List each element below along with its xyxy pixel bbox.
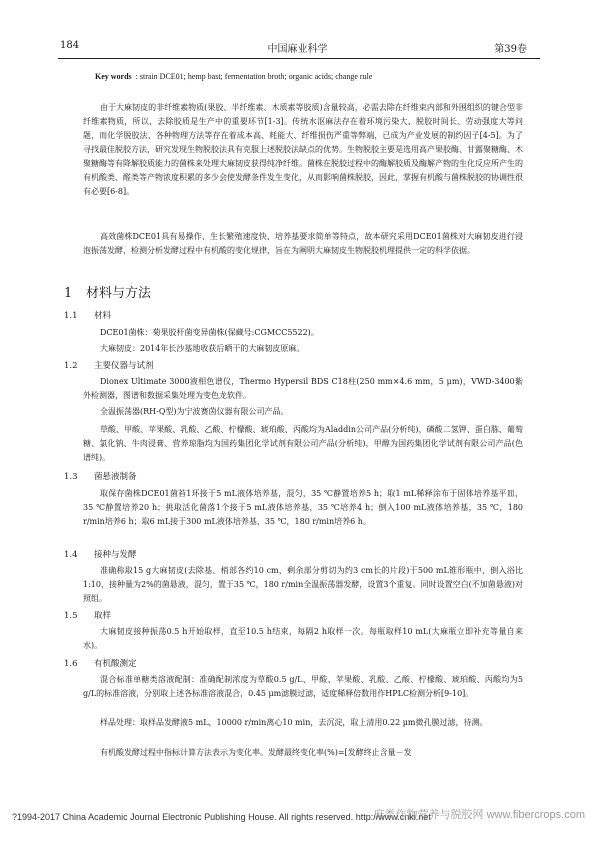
subsection-title: 菌悬液制备 <box>94 472 137 482</box>
subsection-heading <box>64 309 111 323</box>
keywords-line <box>95 72 372 81</box>
reagent-paragraph: 草酸、甲酸、苹果酸、乳酸、乙酸、柠檬酸、琥珀酸、丙酸均为Aladdin公司产品(分析纯)，磷酸二氢钾、蛋白胨、葡萄糖、氯化钠、牛肉浸膏、营养琼脂均为国药集团化学试剂有限公司产品(分析纯)，甲醇为国药集团化学试剂有限公司产品(色谱纯)。 <box>83 425 523 462</box>
subsection-title: 主要仪器与试剂 <box>94 361 154 371</box>
journal-title: 中国麻业科学 <box>267 44 328 55</box>
subsection-heading <box>64 609 111 623</box>
page-number: 184 <box>60 40 80 51</box>
subsection-title: 有机酸测定 <box>94 659 137 669</box>
instrument-paragraph: Dionex Ultimate 3000液相色谱仪，Thermo Hypersil BDS C18柱(250 mm×4.6 mm，5 μm)，VWD-3400紫外检测器，图谱和数据采集处理为变色龙软件。 <box>83 377 523 400</box>
intro-paragraph: 高效菌株DCE01具有易操作、生长繁殖速度快、培养基要求简单等特点，故本研究采用DCE01菌株对大麻韧皮进行浸泡振荡发酵，检测分析发酵过程中有机酸的变化规律，旨在为阐明大麻韧皮生物脱胶机理提供一定的科学依据。 <box>83 232 523 255</box>
section-number: 1 <box>64 286 73 301</box>
subsection-number: 1.4 <box>64 550 78 560</box>
subsection-heading <box>64 548 137 562</box>
subsection-title: 接种与发酵 <box>94 550 137 560</box>
subsection-title: 取样 <box>94 611 112 621</box>
method-paragraph: 混合标准单糖类溶液配制：准确配制浓度为草酸0.5 g/L、甲酸、苹果酸、乳酸、乙酸、柠檬酸、琥珀酸、丙酸均为5 g/L的标准溶液，分别取上述各标准溶液混合，0.45 μm滤膜过滤，适度稀释倍数用作HPLC检测分析[9-10]。 <box>83 675 523 698</box>
section-title: 材料与方法 <box>86 286 152 301</box>
section-heading <box>64 287 151 301</box>
instrument-paragraph: 全温振荡器(RH-Q型)为宁波赛茵仪器有限公司产品。 <box>100 407 289 416</box>
method-paragraph: 有机酸发酵过程中指标计算方法表示为变化率。发酵最终变化率(%)=[发酵终止含量－发 <box>100 748 412 757</box>
subsection-number: 1.3 <box>64 472 78 482</box>
method-paragraph: 准确称取15 g大麻韧皮(去除基、梢部各约10 cm，剩余部分剪切为约3 cm长的片段)于500 mL锥形瓶中，倒入浴比1:10，接种量为2%的菌悬液，混匀，置于35 ℃，180 r/min全温振荡器发酵，设置3个重复。同时设置空白(不加菌悬液)对照组。 <box>83 566 523 603</box>
method-paragraph: 大麻韧皮接种振荡0.5 h开始取样，直至10.5 h结束，每隔2 h取样一次。每瓶取样10 mL(大麻瓶立即补充等量自来水)。 <box>83 627 523 650</box>
site-watermark: 麻类作物营养与脱胶网 www.fibercrops.com <box>373 809 585 821</box>
material-line: 大麻韧皮：2014年长沙基地收获后晒干的大麻韧皮原麻。 <box>100 344 305 353</box>
copyright-footer: ?1994-2017 China Academic Journal Electronic Publishing House. All rights reserved. http://www.cnki.net <box>12 812 431 822</box>
material-line: DCE01菌株：菊果胶杆菌变异菌株(保藏号:CGMCC5522)。 <box>100 328 319 337</box>
subsection-heading <box>64 470 137 484</box>
keywords-label: Key words <box>95 72 132 81</box>
subsection-number: 1.1 <box>64 311 78 321</box>
keywords-text: : strain DCE01; hemp bast; fermentation broth; organic acids; change rule <box>135 72 373 81</box>
subsection-title: 材料 <box>94 311 112 321</box>
method-paragraph: 取保存菌株DCE01菌苔1环接于5 mL液体培养基，混匀，35 ℃静置培养5 h；取1 mL稀释涂布于固体培养基平皿，35 ℃静置培养20 h；挑取活化菌落1个接于5 mL液体培养基，35 ℃培养4 h；倒入100 mL液体培养基，35 ℃，180 r/min培养6 h；取6 mL接于300 mL液体培养基，35 ℃，180 r/min培养6 h。 <box>83 489 523 526</box>
method-paragraph: 样品处理：取样品发酵液5 mL，10000 r/min离心10 min，去沉淀，取上清用0.22 μm微孔膜过滤，待测。 <box>100 718 488 727</box>
volume-label: 第39卷 <box>494 44 527 55</box>
intro-paragraph: 由于大麻韧皮的非纤维素物质(果胶、半纤维素、木质素等胶质)含量较高，必需去除在纤维束内部和外围组织的键合型非纤维素物质，所以，去除胶质是生产中的重要环节[1-3]。传统水沤麻法存在着环境污染大、脱胶时间长、劳动强度大等问题，而化学脱胶法、各种物理方法等存在着成本高、耗能大、纤维损伤严重等弊端，已成为产业发展的制约因子[4-5]。为了寻找最佳脱胶方法，研究发现生物脱胶法具有克服上述脱胶法缺点的优势。生物脱胶主要是选用高产果胶酶、甘露聚糖酶、木聚糖酶等有降解胶质能力的菌株来处理大麻韧皮获得纯净纤维。菌株在脱胶过程中的酶解胶质及酶解产物的生化反应所产生的有机酸类、醛类等产物浓度积累的多少会使发酵条件发生变化，从而影响菌株脱胶，因此，掌握有机酸与菌株脱胶的协调性很有必要[6-8]。 <box>83 103 523 196</box>
subsection-heading <box>64 359 154 373</box>
header-rule <box>58 58 540 59</box>
subsection-number: 1.5 <box>64 611 78 621</box>
subsection-number: 1.6 <box>64 659 78 669</box>
subsection-number: 1.2 <box>64 361 78 371</box>
subsection-heading <box>64 657 137 671</box>
